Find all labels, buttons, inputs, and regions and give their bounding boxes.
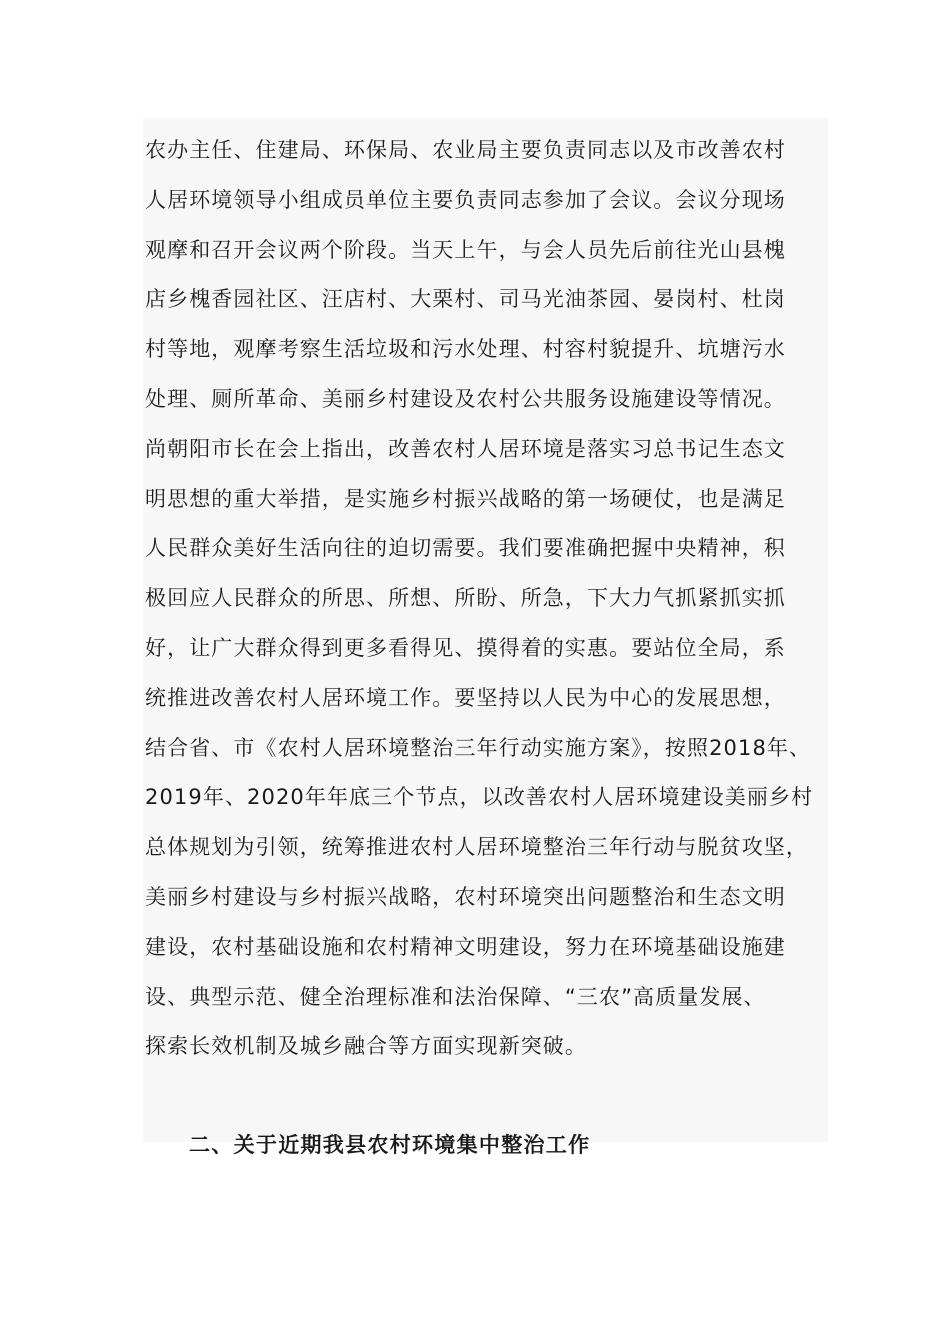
text-line: 农办主任、住建局、环保局、农业局主要负责同志以及市改善农村: [145, 138, 786, 162]
text-line: 处理、厕所革命、美丽乡村建设及农村公共服务设施建设等情况。: [145, 386, 786, 411]
text-line: 极回应人民群众的所思、所想、所盼、所急，下大力气抓紧抓实抓: [145, 586, 786, 611]
text-line: 总体规划为引领，统筹推进农村人居环境整治三年行动与脱贫攻坚，: [145, 835, 808, 860]
section-heading: 二、关于近期我县农村环境集中整治工作: [189, 1133, 591, 1158]
body-text: [145, 126, 835, 1171]
text-line: 统推进改善农村人居环境工作。要坚持以人民为中心的发展思想，: [145, 685, 786, 710]
text-line: 美丽乡村建设与乡村振兴战略，农村环境突出问题整治和生态文明: [145, 884, 786, 909]
text-line: 观摩和召开会议两个阶段。当天上午，与会人员先后前往光山县槐: [145, 237, 786, 262]
text-line: 结合省、市《农村人居环境整治三年行动实施方案》，按照2018年、: [145, 735, 812, 760]
text-line: 探索长效机制及城乡融合等方面实现新突破。: [145, 1034, 587, 1059]
text-line: 好，让广大群众得到更多看得见、摸得着的实惠。要站位全局，系: [145, 635, 786, 660]
text-line: 人民群众美好生活向往的迫切需要。我们要准确把握中央精神，积: [145, 536, 786, 561]
text-line: 明思想的重大举措，是实施乡村振兴战略的第一场硬仗，也是满足: [145, 486, 786, 511]
text-line: 店乡槐香园社区、汪店村、大栗村、司马光油茶园、晏岗村、杜岗: [145, 287, 786, 312]
text-line: 村等地，观摩考察生活垃圾和污水处理、村容村貌提升、坑塘污水: [145, 337, 786, 362]
text-line: 人居环境领导小组成员单位主要负责同志参加了会议。会议分现场: [145, 187, 786, 212]
text-line: 尚朝阳市长在会上指出，改善农村人居环境是落实习总书记生态文: [145, 436, 786, 461]
text-line: 建设，农村基础设施和农村精神文明建设，努力在环境基础设施建: [145, 934, 786, 959]
text-line: 2019年、2020年年底三个节点，以改善农村人居环境建设美丽乡村: [145, 785, 814, 810]
text-line: 设、典型示范、健全治理标准和法治保障、“三农”高质量发展、: [145, 984, 766, 1009]
